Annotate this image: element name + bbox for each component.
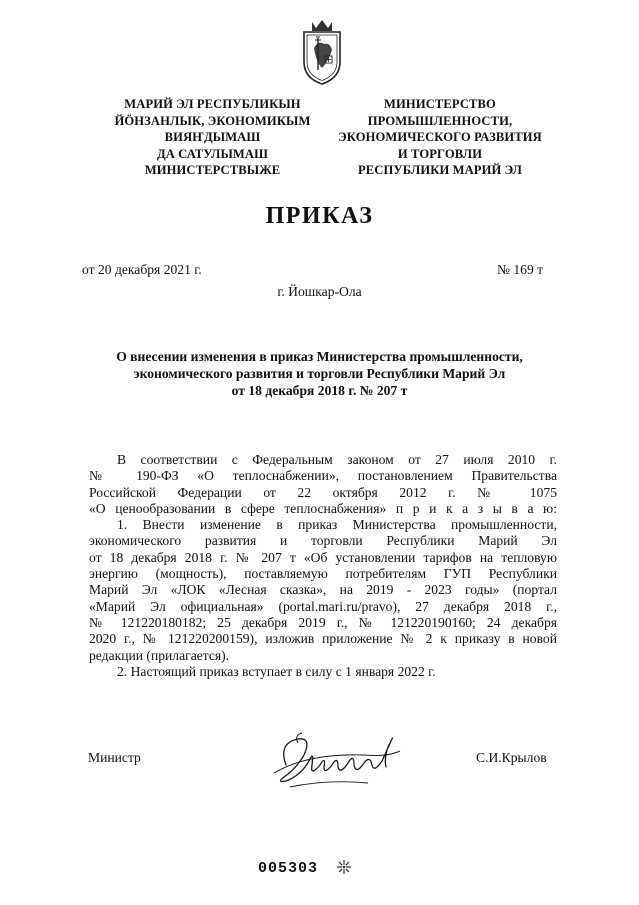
issuer-line: ВИЯҤДЫМАШ <box>164 130 261 145</box>
body-line: редакции (прилагается). <box>89 647 230 663</box>
issuer-name-mari <box>100 96 325 179</box>
body-line: Марий Эл «ЛОК «Лесная сказка», на 2019 - 2023 годы» (портал <box>89 582 557 598</box>
serial-number: 005303 <box>258 860 319 877</box>
document-body <box>89 452 557 680</box>
subject-line: экономического развития и торговли Республики Марий Эл <box>133 366 506 381</box>
issuer-line: ЙӦНЗАНЛЫК, ЭКОНОМИКЫМ <box>114 113 311 128</box>
signer-position: Министр <box>88 750 141 765</box>
body-line: 1. Внести изменение в приказ Министерства промышленности, <box>117 517 557 533</box>
issuer-line: ДА САТУЛЫМАШ <box>156 146 269 161</box>
issuer-line: И ТОРГОВЛИ <box>397 146 483 161</box>
issuer-line: МАРИЙ ЭЛ РЕСПУБЛИКЫН <box>124 97 301 111</box>
document-number: № 169 т <box>497 262 544 277</box>
body-line: 2020 г., № 121220200159), изложив приложение № 2 к приказу в новой <box>89 631 557 647</box>
body-line: от 18 декабря 2018 г. № 207 т «Об установлении тарифов на тепловую <box>89 549 557 565</box>
document-date: от 20 декабря 2021 г. <box>82 262 202 277</box>
coat-of-arms-icon <box>298 18 346 86</box>
body-line: Российской Федерации от 22 октября 2012 г. № 1075 <box>89 484 557 500</box>
issuer-line: ЭКОНОМИЧЕСКОГО РАЗВИТИЯ <box>338 130 542 145</box>
body-line: № 121220180182; 25 декабря 2019 г., № 121220190160; 24 декабря <box>89 614 557 630</box>
signature <box>268 725 408 795</box>
body-line: № 190-ФЗ «О теплоснабжении», постановлением Правительства <box>89 468 557 484</box>
document-city: г. Йошкар-Ола <box>277 284 362 299</box>
document-subject <box>80 348 559 399</box>
body-line: «Марий Эл официальная» (portal.mari.ru/pravo), 27 декабря 2018 г., <box>89 598 557 614</box>
body-line: экономического развития и торговли Республики Марий Эл <box>89 533 557 549</box>
document-title: ПРИКАЗ <box>265 203 374 229</box>
body-line: 2. Настоящий приказ вступает в силу с 1 января 2022 г. <box>117 663 436 679</box>
asterisk-stamp-icon <box>336 859 352 875</box>
subject-line: О внесении изменения в приказ Министерства промышленности, <box>116 349 523 364</box>
body-line: «О ценообразовании в сфере теплоснабжения» п р и к а з ы в а ю: <box>89 500 557 516</box>
issuer-name-russian <box>330 96 550 179</box>
signer-name: С.И.Крылов <box>476 750 547 765</box>
issuer-line: РЕСПУБЛИКИ МАРИЙ ЭЛ <box>358 163 522 178</box>
issuer-line: ПРОМЫШЛЕННОСТИ, <box>367 113 513 128</box>
issuer-line: МИНИСТЕРСТВЫЖЕ <box>144 163 281 178</box>
body-line: В соответствии с Федеральным законом от 27 июля 2010 г. <box>117 452 557 467</box>
subject-line: от 18 декабря 2018 г. № 207 т <box>231 383 408 398</box>
issuer-line: МИНИСТЕРСТВО <box>384 97 496 111</box>
body-line: энергию (мощность), поставляемую потребителям ГУП Республики <box>89 566 557 582</box>
